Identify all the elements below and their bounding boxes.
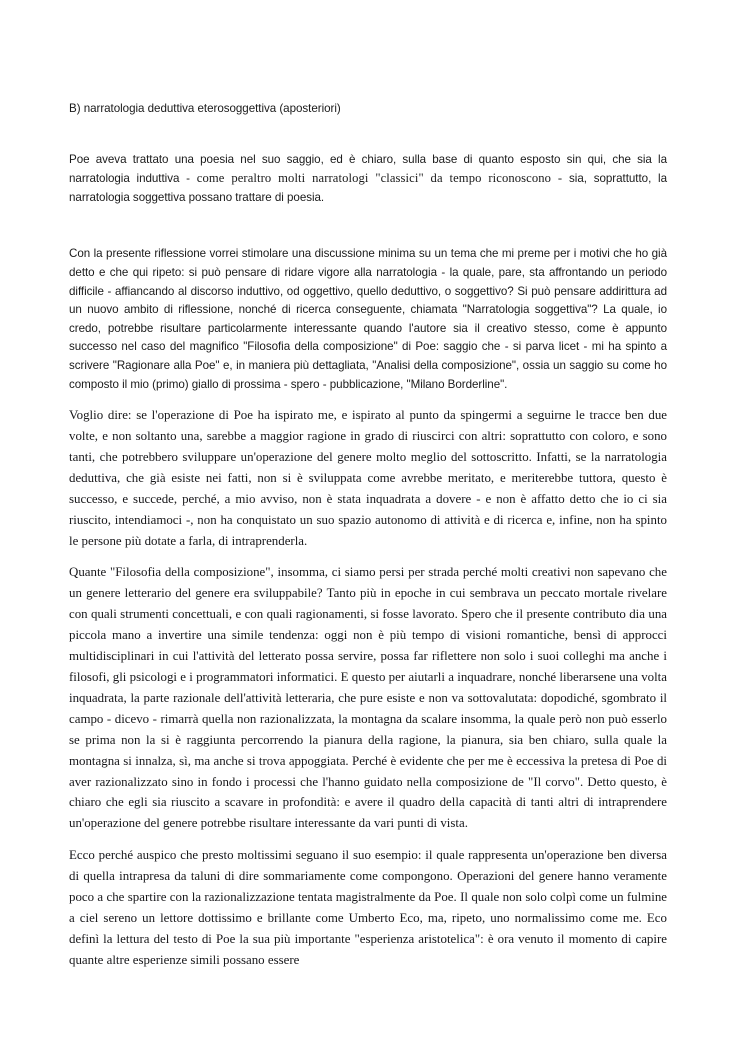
paragraph-5: Ecco perché auspico che presto moltissimi seguano il suo esempio: il quale rappresenta un'operazione ben diversa di quella intrapresa da taluni di dire sommariamente come compongono. Operazioni del genere hanno veramente poco a che spartire con la razionalizzazione tentata magistralmente da Poe. Il quale non solo colpì come un fulmine a ciel sereno un lettore dottissimo e brillante come Umberto Eco, ma, ripeto, uno normalissimo come me. Eco definì la lettura del testo di Poe la sua più importante "esperienza aristotelica": è ora venuto il momento di capire quante altre esperienze simili possano essere xyxy=(69,848,667,967)
spacer-paragraph-4 xyxy=(69,834,667,845)
spacer-heading xyxy=(69,119,667,151)
spacer-paragraph-3 xyxy=(69,551,667,562)
paragraph-3: Voglio dire: se l'operazione di Poe ha ispirato me, e ispirato al punto da spingermi a seguirne le tracce ben due volte, e non soltanto una, sarebbe a maggior ragione in grado di riuscirci con altri: soprattutto con coloro, e sono tanti, che potrebbero sviluppare un'operazione del genere molto meglio del sottoscritto. Infatti, se la narratologia deduttiva, che già esiste nei fatti, non si è sviluppata come avrebbe meritato, e meriterebbe tuttora, questo è successo, e succede, perché, a mio avviso, non è stata inquadrata a dovere - e non è affatto detto che io ci sia riuscito, intendiamoci -, non ha conquistato un suo spazio autonomo di attività e di ricerca e, infine, non ha spinto le persone più dotate a farla, di intraprenderla. xyxy=(69,408,667,548)
paragraph-1-segment-sans-first: Poe aveva trattato una poesia nel suo saggio, ed è chiaro, sulla base di quanto esposto sin qui, che sia la narratologia induttiva - xyxy=(69,152,667,186)
paragraph-1-segment-serif: come peraltro molti narratologi "classici" da tempo riconoscono - xyxy=(196,171,570,186)
spacer-paragraph-2 xyxy=(69,394,667,405)
paragraph-2: Con la presente riflessione vorrei stimolare una discussione minima su un tema che mi preme per i motivi che ho già detto e che qui ripeto: si può pensare di ridare vigore alla narratologia - la quale, pare, sta affrontando un periodo difficile - affiancando al discorso induttivo, od oggettivo, quello deduttivo, o soggettivo? Si può pensare addirittura ad un nuovo ambito di riflessione, nonché di ricerca conseguente, chiamata "Narratologia soggettiva"? La quale, io credo, potrebbe risultare particolarmente interessante quando l'autore sia il creativo stesso, come è appunto successo nel caso del magnifico "Filosofia della composizione" di Poe: saggio che - si parva licet - mi ha spinto a scrivere "Ragionare alla Poe" e, in maniera più dettagliata, "Analisi della composizione", ossia un saggio su come ho composto il mio (primo) giallo di prossima - spero - pubblicazione, "Milano Borderline". xyxy=(69,247,667,391)
paragraph-1-segment-sans-second: sia, soprattutto, la narratologia soggettiva possano trattare di poesia. xyxy=(69,172,667,204)
paragraph-1 xyxy=(69,151,667,208)
spacer-paragraph-1 xyxy=(69,207,667,245)
document-text-block xyxy=(69,100,667,971)
paragraph-4: Quante "Filosofia della composizione", insomma, ci siamo persi per strada perché molti creativi non sapevano che un genere letterario del genere era sviluppabile? Tanto più in epoche in cui sembrava un peccato mortale rivelare con quali strumenti concettuali, e con quali ragionamenti, si fosse lavorato. Spero che il presente contributo dia una piccola mano a invertire una simile tendenza: oggi non è più tempo di visioni romantiche, bensì di approcci multidisciplinari in cui l'attività del letterato possa servire, possa far riflettere non solo i suoi colleghi ma anche i filosofi, gli psicologi e i programmatori informatici. E questo per aiutarli a inquadrare, nonché liberarsene una volta inquadrata, la parte razionale dell'attività letteraria, che pure esiste e non va sottovalutata: dopodiché, sgombrato il campo - dicevo - rimarrà quella non razionalizzata, la montagna da scalare insomma, la quale però non può esserlo se prima non la si è raggiunta percorrendo la pianura della ragione, la pianura, sia ben chiaro, sulla quale la montagna si innalza, sì, ma anche si trova appoggiata. Perché è evidente che per me è eccessiva la pretesa di Poe di aver razionalizzato sino in fondo i processi che l'hanno guidato nella composizione de "Il corvo". Detto questo, è chiaro che egli sia riuscito a scavare in profondità: e avere il quadro della capacità di tanti altri di intraprendere un'operazione del genere potrebbe risultare interessante da vari punti di vista. xyxy=(69,565,667,831)
section-heading: B) narratologia deduttiva eterosoggettiva (aposteriori) xyxy=(69,102,341,115)
